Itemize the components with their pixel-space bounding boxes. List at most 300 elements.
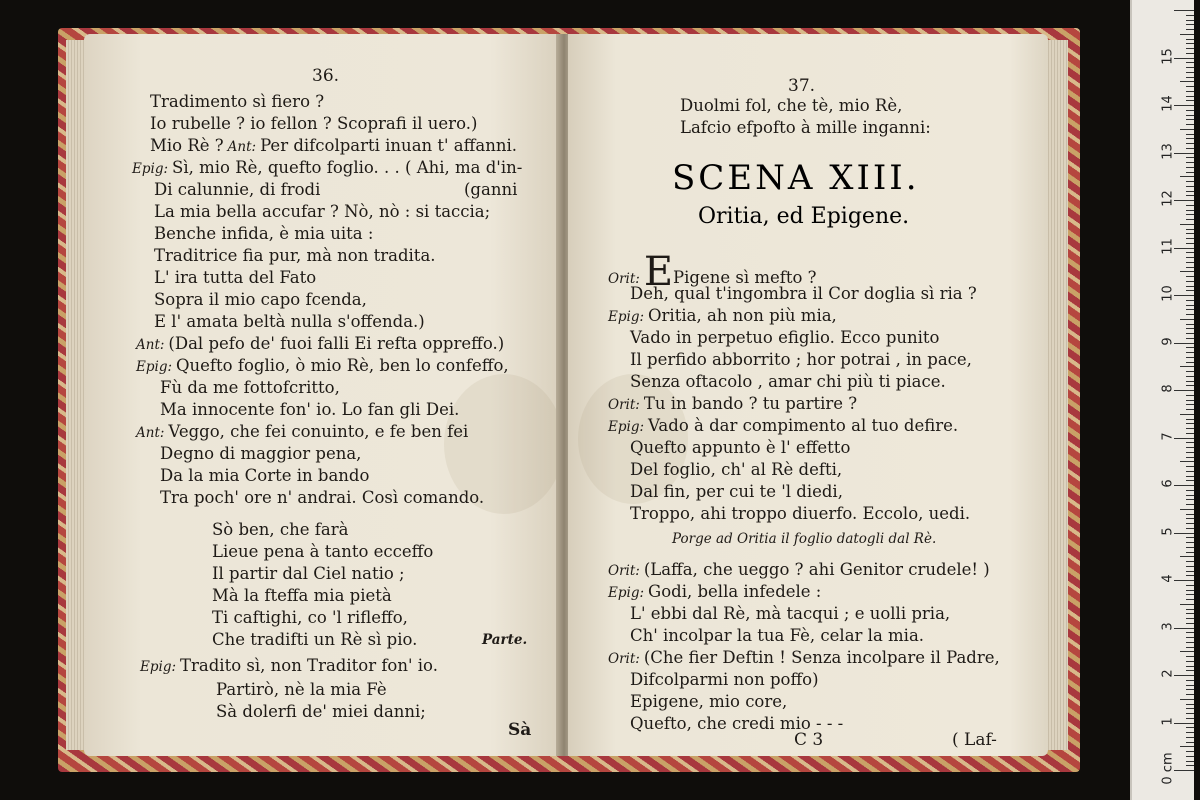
ruler-tick (1174, 248, 1194, 249)
verse-text: Del foglio, ch' al Rè defti, (630, 460, 843, 479)
text-line (132, 158, 522, 179)
text-line (154, 180, 320, 200)
verse-text: Epigene, mio core, (630, 692, 788, 711)
ruler-tick (1186, 623, 1194, 624)
verse-text: Vado in perpetuo efiglio. Ecco punito (630, 328, 940, 347)
text-line (630, 482, 843, 502)
text-line (154, 246, 436, 266)
ruler-tick (1180, 699, 1194, 700)
ruler-tick (1186, 523, 1194, 524)
verse-text: Mà la fteffa mia pietà (212, 586, 392, 605)
text-line (150, 92, 324, 112)
verse-text: Tradimento sì fiero ? (150, 92, 325, 111)
ruler-tick (1186, 191, 1194, 192)
ruler-tick (1180, 366, 1194, 367)
text-line (212, 564, 405, 584)
ruler-tick (1186, 86, 1194, 87)
ruler-tick (1186, 124, 1194, 125)
verse-text: Mio Rè ? (150, 136, 224, 155)
ruler-tick (1186, 490, 1194, 491)
ruler-tick (1186, 609, 1194, 610)
ruler-tick (1174, 438, 1194, 439)
verse-text: Io rubelle ? io fellon ? Scoprafi il uero.) (150, 114, 478, 133)
ruler-tick (1180, 129, 1194, 130)
verse-text: Di calunnie, di frodi (154, 180, 321, 199)
verse-text: Godi, bella infedele : (648, 582, 822, 601)
ruler-tick (1186, 338, 1194, 339)
measurement-ruler (1130, 0, 1194, 800)
ruler-label: 6 (1160, 479, 1176, 488)
ruler-tick (1180, 176, 1194, 177)
text-line (608, 306, 837, 327)
ruler-tick (1186, 205, 1194, 206)
trailing-text: (ganni (464, 180, 518, 199)
ruler-tick (1186, 528, 1194, 529)
text-line (160, 466, 369, 486)
ruler-tick (1186, 685, 1194, 686)
text-line (608, 560, 990, 581)
verse-text: Benche infida, è mia uita : (154, 224, 374, 243)
verse-text: Senza oftacolo , amar chi più ti piace. (630, 372, 946, 391)
ruler-tick (1186, 585, 1194, 586)
verse-text: Tra poch' ore n' andrai. Così comando. (160, 488, 485, 507)
ruler-tick (1180, 81, 1194, 82)
verse-text: Fù da me fottofcritto, (160, 378, 340, 397)
ruler-label: 11 (1160, 237, 1176, 255)
page-number: 37. (788, 76, 816, 96)
ruler-label: 13 (1160, 142, 1176, 160)
text-line (608, 582, 821, 603)
ruler-tick (1186, 452, 1194, 453)
verse-text: Sì, mio Rè, quefto foglio. . . ( Ahi, ma d'in- (172, 158, 523, 177)
ruler-tick (1186, 91, 1194, 92)
ruler-tick (1186, 552, 1194, 553)
verse-text: Per difcolparti inuan t' affanni. (260, 136, 517, 155)
ruler-tick (1186, 229, 1194, 230)
ruler-tick (1186, 632, 1194, 633)
ruler-tick (1186, 43, 1194, 44)
ruler-tick (1186, 195, 1194, 196)
text-line (630, 626, 924, 646)
ruler-tick (1180, 746, 1194, 747)
ruler-tick (1174, 675, 1194, 676)
ruler-tick (1186, 376, 1194, 377)
ruler-tick (1186, 15, 1194, 16)
ruler-tick (1186, 119, 1194, 120)
verse-text: Traditrice fia pur, mà non tradita. (154, 246, 436, 265)
stage-direction (672, 528, 936, 549)
ruler-tick (1186, 666, 1194, 667)
text-line (630, 328, 940, 348)
speaker-label: Orit: (608, 563, 640, 579)
ruler-tick (1186, 381, 1194, 382)
ruler-tick (1186, 457, 1194, 458)
ruler-label: 1 (1160, 716, 1176, 726)
ruler-tick (1186, 661, 1194, 662)
ruler-tick (1174, 485, 1194, 486)
ruler-tick (1186, 495, 1194, 496)
ruler-tick (1186, 286, 1194, 287)
ruler-tick (1186, 704, 1194, 705)
trailing-text: Parte. (482, 632, 528, 648)
ruler-tick (1174, 58, 1194, 59)
ruler-tick (1186, 24, 1194, 25)
ruler-label: 15 (1160, 47, 1176, 65)
ruler-tick (1186, 732, 1194, 733)
ruler-label: 4 (1160, 574, 1176, 583)
verse-text: Pigene sì mefto ? (673, 268, 817, 287)
ruler-tick (1186, 694, 1194, 695)
ruler-tick (1180, 556, 1194, 557)
ruler-tick (1186, 447, 1194, 448)
ruler-tick (1186, 680, 1194, 681)
ruler-tick (1186, 257, 1194, 258)
ruler-tick (1186, 96, 1194, 97)
ruler-tick (1186, 613, 1194, 614)
ruler-tick (1174, 628, 1194, 629)
ruler-tick (1186, 267, 1194, 268)
ruler-label: 12 (1160, 190, 1176, 207)
verse-text: Tradito sì, non Traditor fon' io. (180, 656, 438, 675)
ruler-tick (1186, 599, 1194, 600)
ruler-tick (1186, 362, 1194, 363)
verse-text: Tu in bando ? tu partire ? (643, 394, 858, 413)
verse-text: (Laffa, che ueggo ? ahi Genitor crudele! ) (643, 560, 990, 579)
ruler-label: 2 (1160, 669, 1176, 678)
text-line (154, 312, 425, 332)
ruler-tick (1186, 385, 1194, 386)
ruler-label: 7 (1160, 431, 1176, 441)
ruler-tick (1186, 309, 1194, 310)
text-line (608, 416, 958, 437)
verse-text: Deh, qual t'ingombra il Cor doglia sì ria ? (630, 284, 977, 303)
text-line (154, 202, 490, 222)
text-line (154, 224, 373, 244)
ruler-tick (1186, 737, 1194, 738)
verse-text: Che tradifti un Rè sì pio. (212, 630, 418, 649)
ruler-tick (1186, 333, 1194, 334)
ruler-tick (1186, 466, 1194, 467)
right-page (568, 34, 1048, 756)
ruler-tick (1186, 575, 1194, 576)
ruler-tick (1186, 404, 1194, 405)
verse-text: La mia bella accufar ? Nò, nò : si taccia; (154, 202, 491, 221)
text-line (160, 378, 340, 398)
verse-line: Duolmi fol, che tè, mio Rè, (680, 96, 903, 115)
ruler-tick (1186, 689, 1194, 690)
text-line (160, 488, 484, 508)
speaker-label: Epig: (608, 585, 645, 601)
verse-text: Difcolparmi non poffo) (630, 670, 819, 689)
ruler-tick (1186, 157, 1194, 158)
verse-text: L' ebbi dal Rè, mà tacqui ; e uolli pria, (630, 604, 951, 623)
ruler-tick (1186, 167, 1194, 168)
ruler-tick (1186, 713, 1194, 714)
text-line (630, 692, 787, 712)
ruler-tick (1186, 252, 1194, 253)
ruler-tick (1174, 200, 1194, 201)
ruler-tick (1186, 328, 1194, 329)
ruler-tick (1186, 347, 1194, 348)
ruler-tick (1186, 281, 1194, 282)
ruler-tick (1186, 357, 1194, 358)
verse-text: Il partir dal Ciel natio ; (212, 564, 405, 583)
ruler-tick (1186, 53, 1194, 54)
verse-text: Porge ad Oritia il foglio datogli dal Rè. (672, 531, 937, 547)
ruler-tick (1186, 761, 1194, 762)
text-line (630, 284, 977, 304)
speaker-label: Epig: (608, 419, 645, 435)
text-line (608, 394, 857, 415)
text-line (150, 136, 517, 157)
ruler-tick (1186, 433, 1194, 434)
text-line (212, 630, 417, 650)
ruler-tick (1186, 756, 1194, 757)
ruler-tick (1186, 39, 1194, 40)
ruler-tick (1186, 471, 1194, 472)
ruler-tick (1186, 428, 1194, 429)
ruler-tick (1186, 742, 1194, 743)
ruler-tick (1186, 290, 1194, 291)
verse-text: (Che fier Deftin ! Senza incolpare il Padre, (643, 648, 1000, 667)
verse-text: E l' amata beltà nulla s'offenda.) (154, 312, 425, 331)
speaker-label: Epig: (136, 359, 173, 375)
ruler-tick (1186, 590, 1194, 591)
page-edges-right (1046, 40, 1068, 750)
verse-text: Quefto, che credi mio - - - (630, 714, 844, 733)
ruler-label: 14 (1160, 95, 1176, 112)
ruler-tick (1186, 20, 1194, 21)
text-line (630, 460, 842, 480)
ruler-tick (1186, 476, 1194, 477)
left-page (84, 34, 562, 756)
text-line (136, 356, 509, 377)
verse-text: (Dal pefo de' fuoi falli Ei refta oppreffo.) (168, 334, 505, 353)
ruler-tick (1186, 718, 1194, 719)
ruler-tick (1186, 571, 1194, 572)
verse-text: Quefto appunto è l' effetto (630, 438, 851, 457)
verse-text: Troppo, ahi troppo diuerfo. Eccolo, uedi. (630, 504, 971, 523)
ruler-tick (1186, 751, 1194, 752)
catchword: Sà (508, 720, 532, 740)
ruler-tick (1180, 224, 1194, 225)
ruler-tick (1186, 238, 1194, 239)
ruler-tick (1186, 186, 1194, 187)
ruler-label: 8 (1160, 384, 1176, 393)
verse-line: Lafcio efpofto à mille inganni: (680, 118, 931, 137)
verse-text: Da la mia Corte in bando (160, 466, 370, 485)
speaker-label: Epig: (140, 659, 177, 675)
text-line (630, 670, 819, 690)
ruler-tick (1174, 723, 1194, 724)
text-line (216, 702, 426, 722)
speaker-label: Orit: (608, 397, 640, 413)
ruler-tick (1186, 77, 1194, 78)
ruler-tick (1186, 219, 1194, 220)
ruler-tick (1186, 504, 1194, 505)
speaker-label: Epig: (608, 309, 645, 325)
speaker-label: Ant: (136, 425, 165, 441)
ruler-tick (1174, 533, 1194, 534)
ruler-tick (1174, 10, 1194, 11)
speaker-label: Orit: (608, 271, 640, 287)
ruler-tick (1186, 542, 1194, 543)
ruler-tick (1186, 727, 1194, 728)
text-line (154, 268, 316, 288)
verse-text: Ma innocente fon' io. Lo fan gli Dei. (160, 400, 460, 419)
ruler-tick (1180, 461, 1194, 462)
verse-text: Oritia, ah non più mia, (648, 306, 837, 325)
text-line (136, 334, 504, 355)
signature-mark: C 3 (794, 730, 824, 750)
ruler-tick (1186, 72, 1194, 73)
ruler-tick (1180, 509, 1194, 510)
ruler-tick (1186, 143, 1194, 144)
speaker-label: Ant: (227, 139, 257, 155)
text-line (150, 114, 477, 134)
ruler-tick (1186, 670, 1194, 671)
ruler-label: 9 (1160, 336, 1176, 346)
verse-text: Partirò, nè la mia Fè (216, 680, 387, 699)
text-line (630, 372, 946, 392)
ruler-tick (1186, 518, 1194, 519)
text-line (630, 350, 972, 370)
ruler-tick (1186, 48, 1194, 49)
ruler-tick (1186, 148, 1194, 149)
ruler-tick (1186, 62, 1194, 63)
verse-text: Sà dolerfi de' miei danni; (216, 702, 426, 721)
ruler-tick (1186, 708, 1194, 709)
ruler-tick (1174, 343, 1194, 344)
ruler-tick (1180, 651, 1194, 652)
ruler-tick (1186, 637, 1194, 638)
speaker-label: Epig: (132, 161, 169, 177)
ruler-tick (1186, 138, 1194, 139)
ruler-label: 10 (1160, 285, 1176, 302)
verse-text: Veggo, che fei conuinto, e fe ben fei (168, 422, 469, 441)
text-line (630, 504, 970, 524)
ruler-tick (1186, 647, 1194, 648)
ruler-tick (1186, 214, 1194, 215)
ruler-tick (1186, 233, 1194, 234)
verse-text: Quefto foglio, ò mio Rè, ben lo confeffo, (176, 356, 509, 375)
ruler-tick (1186, 172, 1194, 173)
ruler-tick (1180, 319, 1194, 320)
ruler-tick (1186, 262, 1194, 263)
ruler-tick (1186, 765, 1194, 766)
ruler-tick (1186, 276, 1194, 277)
ruler-label: 5 (1160, 526, 1176, 536)
ruler-tick (1186, 162, 1194, 163)
ruler-tick (1174, 390, 1194, 391)
ruler-tick (1174, 153, 1194, 154)
scene-characters: Oritia, ed Epigene. (698, 204, 910, 229)
page-edges-left (66, 40, 86, 750)
ruler-tick (1174, 105, 1194, 106)
ruler-label: 3 (1160, 621, 1176, 631)
text-line (212, 520, 348, 540)
ruler-tick (1186, 181, 1194, 182)
verse-text: Lieue pena à tanto ecceffo (212, 542, 434, 561)
ruler-tick (1186, 547, 1194, 548)
ruler-tick (1180, 414, 1194, 415)
ruler-tick (1186, 594, 1194, 595)
ruler-tick (1174, 295, 1194, 296)
ruler-tick (1186, 115, 1194, 116)
ruler-tick (1186, 656, 1194, 657)
ruler-tick (1186, 566, 1194, 567)
ruler-tick (1186, 210, 1194, 211)
page-number: 36. (312, 66, 340, 86)
ruler-tick (1186, 480, 1194, 481)
verse-text: Degno di maggior pena, (160, 444, 362, 463)
ruler-tick (1186, 537, 1194, 538)
ruler-tick (1180, 271, 1194, 272)
text-line (136, 422, 468, 443)
ruler-tick (1186, 314, 1194, 315)
ruler-tick (1186, 499, 1194, 500)
verse-text: Sopra il mio capo fcenda, (154, 290, 367, 309)
ruler-tick (1186, 305, 1194, 306)
ruler-tick (1186, 352, 1194, 353)
ruler-tick (1186, 409, 1194, 410)
text-line (212, 542, 433, 562)
verse-text: Sò ben, che farà (212, 520, 349, 539)
text-line (154, 290, 367, 310)
ruler-tick (1174, 770, 1194, 771)
ruler-tick (1186, 419, 1194, 420)
ruler-tick (1186, 29, 1194, 30)
verse-text: Dal fin, per cui te 'l diedi, (630, 482, 843, 501)
ruler-tick (1186, 300, 1194, 301)
text-line (160, 444, 361, 464)
ruler-tick (1186, 442, 1194, 443)
ruler-label: 0 cm (1160, 752, 1176, 785)
verse-text: L' ira tutta del Fato (154, 268, 317, 287)
ruler-tick (1186, 423, 1194, 424)
ruler-tick (1186, 618, 1194, 619)
text-line (160, 400, 459, 420)
ruler-tick (1186, 67, 1194, 68)
ruler-tick (1186, 642, 1194, 643)
ruler-tick (1186, 324, 1194, 325)
text-line (630, 604, 950, 624)
text-line (216, 680, 387, 700)
text-line (212, 608, 408, 628)
catchword: ( Laf- (952, 730, 997, 750)
text-line (212, 586, 392, 606)
ruler-tick (1186, 371, 1194, 372)
verse-text: Vado à dar compimento al tuo defire. (648, 416, 959, 435)
ruler-tick (1186, 110, 1194, 111)
text-line (608, 648, 1000, 669)
ruler-tick (1186, 100, 1194, 101)
ruler-tick (1180, 34, 1194, 35)
ruler-tick (1180, 604, 1194, 605)
ruler-tick (1174, 580, 1194, 581)
ruler-tick (1186, 561, 1194, 562)
speaker-label: Orit: (608, 651, 640, 667)
text-line (140, 656, 438, 677)
ruler-tick (1186, 243, 1194, 244)
verse-text: Il perfido abborrito ; hor potrai , in pace, (630, 350, 972, 369)
verse-text: Ti caftighi, co 'l rifleffo, (212, 608, 408, 627)
ruler-tick (1186, 395, 1194, 396)
text-line (630, 438, 850, 458)
speaker-label: Ant: (136, 337, 165, 353)
ruler-tick (1186, 400, 1194, 401)
drop-cap: E (643, 249, 674, 295)
